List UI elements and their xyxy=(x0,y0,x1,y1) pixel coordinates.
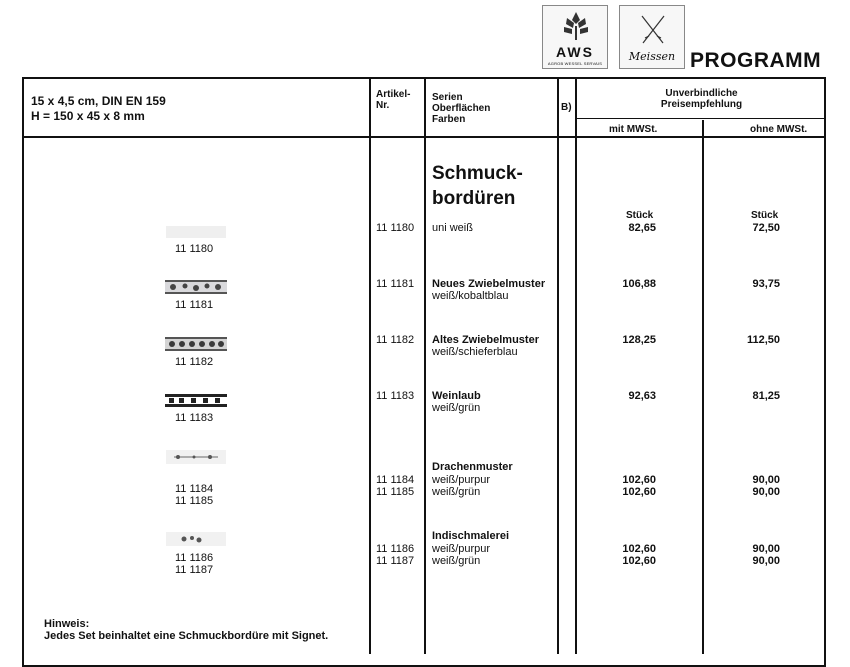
color-label: weiß/grün xyxy=(432,486,481,498)
programm-title: PROGRAMM xyxy=(690,49,822,72)
price-with-vat: 92,63 xyxy=(628,390,656,402)
price-without-vat: 90,00 xyxy=(752,486,780,498)
color-label: weiß/grün xyxy=(432,402,481,414)
border-swatch-indisch xyxy=(166,532,226,546)
ohne-mwst-header: ohne MWSt. xyxy=(750,124,808,135)
product-code: 11 1184 xyxy=(175,483,214,495)
color-label: weiß/purpur xyxy=(432,474,491,486)
series-name: Weinlaub xyxy=(432,390,481,402)
color-label: weiß/grün xyxy=(432,555,481,567)
size-spec-line1: 15 x 4,5 cm, DIN EN 159 xyxy=(31,94,166,108)
price-with-vat: 102,60 xyxy=(622,474,656,486)
price-without-vat: 112,50 xyxy=(746,334,780,346)
price-with-vat: 102,60 xyxy=(622,543,656,555)
article-number: 11 1186 xyxy=(376,543,415,555)
stueck-label-mit: Stück xyxy=(626,210,654,221)
product-code: 11 1182 xyxy=(175,356,214,368)
article-number: 11 1184 xyxy=(376,474,415,486)
price-subdivider xyxy=(577,118,826,119)
series-name: Altes Zwiebelmuster xyxy=(432,334,539,346)
color-label: weiß/kobaltblau xyxy=(432,290,509,302)
b-header: B) xyxy=(561,102,572,113)
mit-mwst-header: mit MWSt. xyxy=(609,124,658,135)
col-divider xyxy=(557,77,559,654)
col-divider xyxy=(424,77,426,654)
price-without-vat: 90,00 xyxy=(752,543,780,555)
serien-header-1: Serien xyxy=(432,92,463,103)
price-with-vat: 106,88 xyxy=(622,278,656,290)
col-divider xyxy=(575,77,577,654)
meissen-wordmark: Meissen xyxy=(628,50,676,63)
crossed-swords-icon xyxy=(639,14,667,46)
price-without-vat: 81,25 xyxy=(752,390,780,402)
meissen-logo xyxy=(619,5,685,69)
price-with-vat: 102,60 xyxy=(622,555,656,567)
series-name: Neues Zwiebelmuster xyxy=(432,278,546,290)
aws-logo xyxy=(542,5,608,69)
note-title: Hinweis: xyxy=(44,618,90,630)
price-without-vat: 72,50 xyxy=(752,222,780,234)
product-code: 11 1185 xyxy=(175,495,214,507)
section-title-1: Schmuck- xyxy=(432,163,523,184)
size-spec-line2: H = 150 x 45 x 8 mm xyxy=(31,109,145,123)
price-with-vat: 128,25 xyxy=(622,334,656,346)
series-name: Indischmalerei xyxy=(432,530,510,542)
product-code: 11 1183 xyxy=(175,412,214,424)
article-number: 11 1183 xyxy=(376,390,415,402)
color-label: uni weiß xyxy=(432,222,473,234)
price-header-1: Unverbindliche xyxy=(665,88,738,99)
price-with-vat: 82,65 xyxy=(628,222,656,234)
aws-leaf-icon xyxy=(563,10,589,42)
border-swatch-zwiebel-neu xyxy=(165,280,227,294)
border-swatch-plain xyxy=(166,226,226,238)
section-title-2: bordüren xyxy=(432,188,516,209)
series-name: Drachenmuster xyxy=(432,461,513,473)
artikel-header-2: Nr. xyxy=(376,100,390,111)
product-code: 11 1187 xyxy=(175,564,214,576)
aws-tagline: AGROB WESSEL SERVAIS xyxy=(547,61,603,66)
serien-header-3: Farben xyxy=(432,114,466,125)
product-code: 11 1180 xyxy=(175,243,214,255)
stueck-label-ohne: Stück xyxy=(751,210,779,221)
price-without-vat: 90,00 xyxy=(752,555,780,567)
price-header-2: Preisempfehlung xyxy=(660,99,743,110)
serien-header-2: Oberflächen xyxy=(432,103,491,114)
col-divider xyxy=(702,120,704,654)
product-code: 11 1181 xyxy=(175,299,214,311)
article-number: 11 1185 xyxy=(376,486,415,498)
article-number: 11 1180 xyxy=(376,222,415,234)
border-swatch-weinlaub xyxy=(165,394,227,407)
price-with-vat: 102,60 xyxy=(622,486,656,498)
col-divider xyxy=(369,77,371,654)
border-swatch-zwiebel-alt xyxy=(165,337,227,351)
aws-wordmark: AWS xyxy=(556,44,594,60)
border-swatch-drachen xyxy=(166,450,226,464)
color-label: weiß/schieferblau xyxy=(432,346,518,358)
article-number: 11 1182 xyxy=(376,334,415,346)
article-number: 11 1181 xyxy=(376,278,415,290)
price-without-vat: 90,00 xyxy=(752,474,780,486)
artikel-header-1: Artikel- xyxy=(376,89,411,100)
price-without-vat: 93,75 xyxy=(752,278,780,290)
note-text: Jedes Set beinhaltet eine Schmuckbordüre mit Signet. xyxy=(44,630,329,642)
color-label: weiß/purpur xyxy=(432,543,491,555)
product-code: 11 1186 xyxy=(175,552,214,564)
article-number: 11 1187 xyxy=(376,555,415,567)
